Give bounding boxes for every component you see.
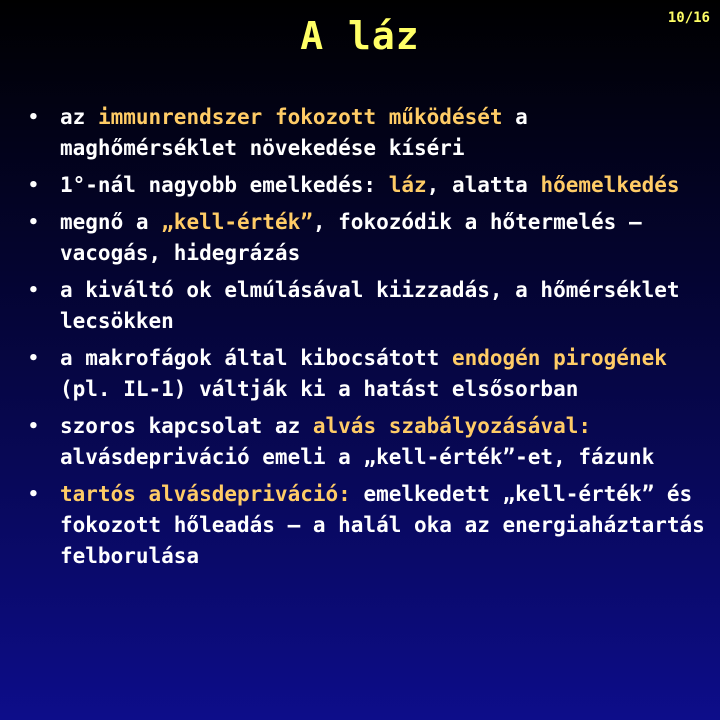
bullet-highlight-segment: láz — [388, 173, 427, 197]
bullet-text-segment: a maghőmérséklet növekedése kíséri — [60, 105, 528, 160]
bullet-dot-icon: • — [28, 416, 39, 437]
bullet-text-segment: emelkedett „kell-érték” és fokozott hőleadás – a halál oka az energiaháztartás felborulása — [60, 482, 705, 568]
bullet-item — [28, 275, 708, 337]
bullet-text-segment: , alatta — [426, 173, 541, 197]
bullet-text-segment: (pl. IL-1) váltják ki a hatást elsősorban — [60, 377, 579, 401]
bullet-list — [28, 102, 708, 578]
bullet-dot-icon: • — [28, 212, 39, 233]
bullet-text-segment: szoros kapcsolat az — [60, 414, 313, 438]
bullet-item — [28, 343, 708, 405]
bullet-text-segment: , fokozódik a hőtermelés – vacogás, hidegrázás — [60, 210, 642, 265]
bullet-highlight-segment: tartós alvásdepriváció: — [60, 482, 351, 506]
bullet-dot-icon: • — [28, 280, 39, 301]
bullet-item — [28, 411, 708, 473]
bullet-dot-icon: • — [28, 484, 39, 505]
bullet-highlight-segment: hőemelkedés — [540, 173, 680, 197]
bullet-dot-icon: • — [28, 175, 39, 196]
bullet-dot-icon: • — [28, 348, 39, 369]
bullet-text-segment: alvásdepriváció emeli a „kell-érték”-et, fázunk — [60, 445, 655, 469]
bullet-highlight-segment: alvás szabályozásával: — [312, 414, 592, 438]
bullet-highlight-segment: immunrendszer fokozott működését — [97, 105, 503, 129]
bullet-highlight-segment: „kell-érték” — [161, 210, 313, 234]
bullet-text-segment: megnő a — [60, 210, 162, 234]
page-number: 10/16 — [667, 10, 710, 26]
bullet-text-segment: 1°-nál nagyobb emelkedés: — [60, 173, 389, 197]
slide-title: A láz — [300, 14, 420, 58]
bullet-text-segment: az — [60, 105, 98, 129]
bullet-item — [28, 102, 708, 164]
bullet-item — [28, 479, 708, 572]
bullet-highlight-segment: endogén pirogének — [451, 346, 667, 370]
bullet-item — [28, 207, 708, 269]
bullet-dot-icon: • — [28, 107, 39, 128]
bullet-text-segment: a kiváltó ok elmúlásával kiizzadás, a hőmérséklet lecsökken — [60, 278, 680, 333]
bullet-text-segment: a makrofágok által kibocsátott — [60, 346, 452, 370]
bullet-item — [28, 170, 708, 201]
